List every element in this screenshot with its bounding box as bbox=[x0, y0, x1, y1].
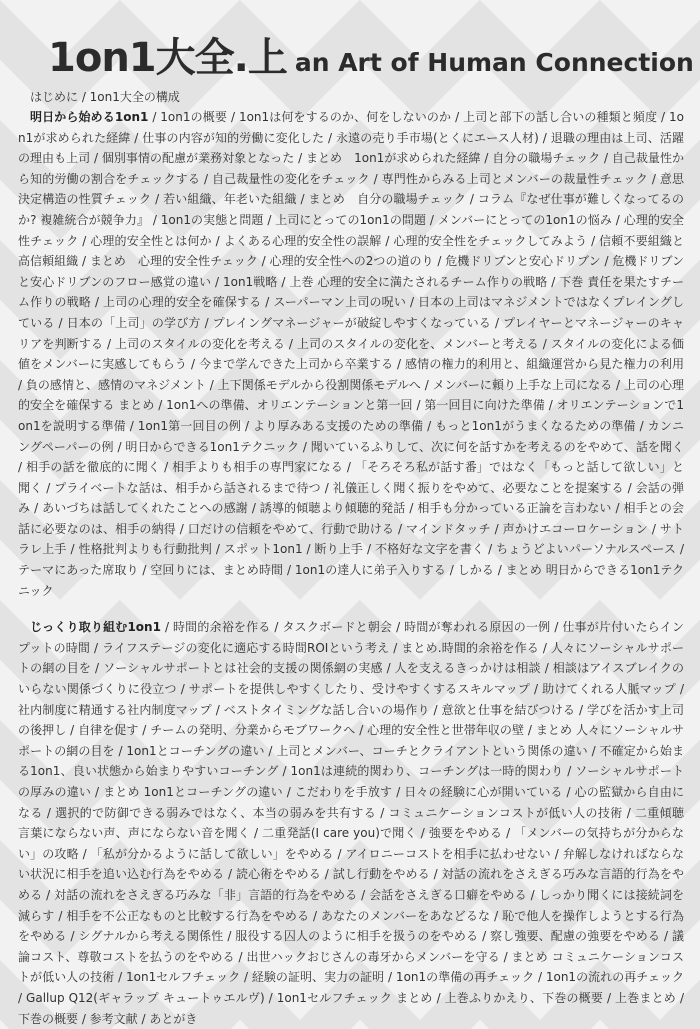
chapter-1-sections: / 1on1の概要 / 1on1は何をするのか、何をしないのか / 上司と部下の話し合いの種類と頻度 / 1on1が求められた経緯 / 仕事の内容が知的労働に変化した / 永遠の売り手市場(とくにエース人材) / 退職の理由は上司、活躍の理由も上司 / 個別事情の配慮が業務対象となった / まとめ 1on1が求められた経緯 / 自分の職場チェック / 自己裁量性から知的労働の割合をチェックする / 自己裁量性の変化をチェック / 専門性からみる上司とメンバーの裁量性チェック / 意思決定構造の性質チェック / 若い組織、年老いた組織 / まとめ 自分の職場チェック / コラム『なぜ仕事が難しくなってるのか? 複雑統合が競争力』 / 1on1の実態と問題 / 上司にとっての1on1の問題 / メンバーにとっての1on1の悩み / 心理的安全性チェック / 心理的安全性とは何か / よくある心理的安全性の誤解 / 心理的安全性をチェックしてみよう / 信頼不要組織と高信頼組織 / まとめ 心理的安全性チェック / 心理的安全性への2つの道のり / 危機ドリブンと安心ドリブン / 危機ドリブンと安心ドリブンのフロー感覚の違い / 1on1戦略 / 上巻 心理的安全に満たされるチーム作りの戦略 / 下巻 責任を果たすチーム作りの戦略 / 上司の心理的安全を確保する / スーパーマン上司の呪い / 日本の上司はマネジメントではなくプレイングしている / 日本の「上司」の学び方 / プレイングマネージャーが破綻しやすくなっている / プレイヤーとマネージャーのキャリアを判断する / 上司のスタイルの変化を考える / 上司のスタイルの変化を、メンバーと考える / スタイルの変化による価値をメンバーに実感してもらう / 今まで学んできた上司から卒業する / 感情の権力的利用と、組織運営から見た権力の利用 / 負の感情と、感情のマネジメント / 上下関係モデルから役割関係モデルへ / メンバーに頼り上手な上司になる / 上司の心理的安全を確保する まとめ / 1on1への準備、オリエンテーションと第一回 / 第一回目に向けた準備 / オリエンテーションで1on1を説明する準備 / 1on1第一回目の例 / より厚みある支援のための準備 / もっと1on1がうまくなるための準備 / カンニングペーパーの例 / 明日からできる1on1テクニック / 聞いているふりして、次に何を話すかを考えるのをやめて、話を聞く / 相手の話を徹底的に聞く / 相手よりも相手の専門家になる / 「そろそろ私が話す番」ではなく「もっと話して欲しい」と聞く / プライベートな話は、相手から話されるまで待つ / 礼儀正しく聞く振りをやめて、必要なことを提案する / 会話の弾み / あいづちは話してくれたことへの感謝 / 誘導的傾聴より傾聴的発話 / 相手も分かっている正論を言わない / 相手との会話に必要なのは、相手の納得 / 口だけの信頼をやめて、行動で助ける / マインドタッチ / 声かけエコーロケーション / サトラレ上手 / 性格批判よりも行動批判 / スポット1on1 / 断り上手 / 不格好な文字を書く / ちょうどよいパーソナルスペース / テーマにあった席取り / 空回りには、まとめ時間 / 1on1の達人に弟子入りする / しかる / まとめ 明日からできる1on1テクニック bbox=[18, 110, 684, 598]
book-subtitle: an Art of Human Connection bbox=[294, 48, 694, 77]
chapter-1 bbox=[18, 107, 684, 601]
chapter-2 bbox=[18, 617, 697, 1029]
table-of-contents bbox=[18, 87, 697, 1029]
book-title: 1on1大全.上 bbox=[48, 35, 287, 81]
chapter-1-heading: 明日から始める1on1 bbox=[30, 110, 149, 124]
intro-line: はじめに / 1on1大全の構成 bbox=[30, 90, 180, 104]
chapter-2-sections: / 時間的余裕を作る / タスクボードと朝会 / 時間が奪われる原因の一例 / 仕事が片付いたらインプットの時間 / ライフステージの変化に適応する時間ROIという考え / まとめ.時間的余裕を作る / 人々にソーシャルサポートの網の目を / ソーシャルサポートとは社会的支援の関係網の実感 / 人を支えるきっかけは相談 / 相談はアイスブレイクのいらない関係づくりに役立つ / サポートを提供しやすくしたり、受けやすくするスキルマップ / 助けてくれる人脈マップ / 社内制度に精通する社内制度マップ / ベストタイミングな話し合いの場作り / 意欲と仕事を結びつける / 学びを活かす上司の後押し / 自律を促す / チームの発明、分業からモブワークへ / 心理的安全性と世帯年収の壁 / まとめ 人々にソーシャルサポートの網の目を / 1on1とコーチングの違い / 上司とメンバー、コーチとクライアントという関係の違い / 不確定から始まる1on1、良い状態から始まりやすいコーチング / 1on1は連続的関わり、コーチングは一時的関わり / ソーシャルサポートの厚みの違い / まとめ 1on1とコーチングの違い / こだわりを手放す / 日々の経験に心が開いている / 心の監獄から自由になる / 選択的で防御できる弱みではなく、本当の弱みを共有する / コミュニケーションコストが低い人の技術 / 二重傾聴 言葉にならない声、声にならない音を聞く / 二重発話(I care you)で聞く / 強要をやめる / 「メンバーの気持ちが分からない」の攻略 / 「私が分かるように話して欲しい」をやめる / アイロニーコストを相手に払わせない / 弁解しなければならない状況に相手を追い込む行為をやめる / 読心術をやめる / 試し行動をやめる / 対話の流れをさえぎる巧みな言語的行為をやめる / 対話の流れをさえぎる巧みな「非」言語的行為をやめる / 会話をさえぎる口癖をやめる / しっかり聞くには接続詞を減らす / 相手を不公正なものと比較する行為をやめる / あなたのメンバーをあなどるな / 恥で他人を操作しようとする行為をやめる / シグナルから考える関係性 / 服役する囚人のように相手を扱うのをやめる / 察し強要、配慮の強要をやめる / 議論コスト、尊敬コストを払うのをやめる / 出世ハックおじさんの毒牙からメンバーを守る / まとめ コミュニケーションコストが低い人の技術 / 1on1セルフチェック / 経験の証明、実力の証明 / 1on1の準備の再チェック / 1on1の流れの再チェック / Gallup Q12(ギャラップ キュートゥエルヴ) / 1on1セルフチェック まとめ / 上巻ふりかえり、下巻の概要 / 上巻まとめ / 下巻の概要 / 参考文献 / あとがき bbox=[18, 620, 697, 1026]
chapter-2-heading: じっくり取り組む1on1 bbox=[30, 620, 161, 635]
page-header bbox=[48, 26, 694, 86]
